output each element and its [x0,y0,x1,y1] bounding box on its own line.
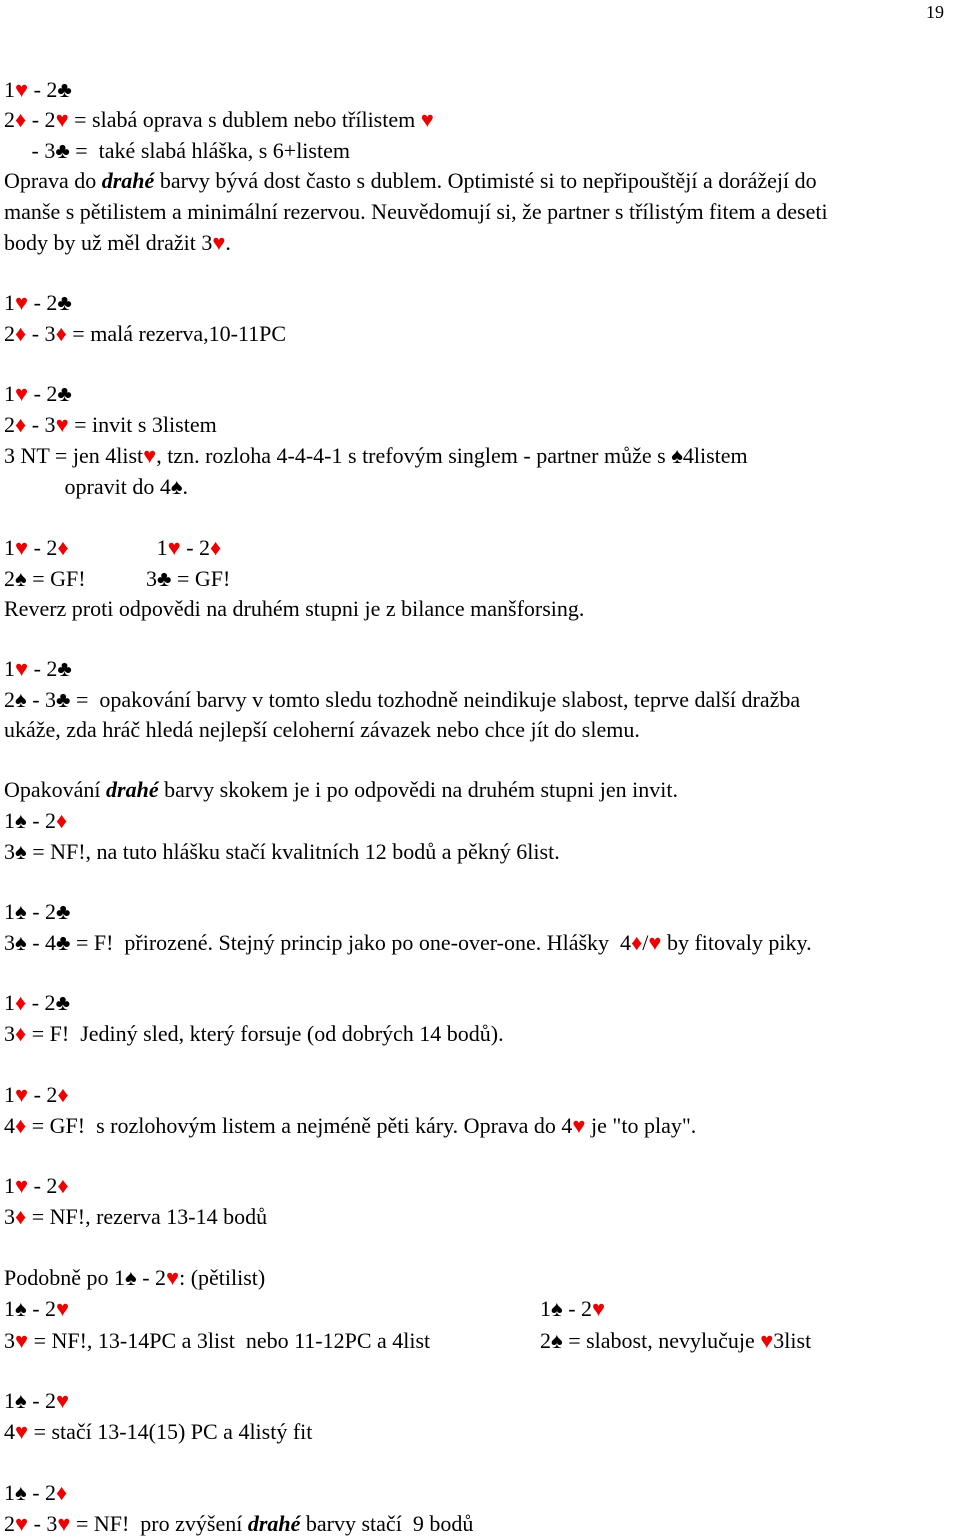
text-line [4,929,812,957]
text-run: barvy skokem je i po odpovědi na druhém stupni jen invit. [158,777,678,802]
diamond-icon: ♦ [15,321,27,346]
heart-icon: ♥ [15,1082,29,1107]
text-line [4,76,72,104]
text-line [4,1387,69,1415]
club-icon: ♣ [57,656,72,681]
text-run: 1 [4,1480,15,1505]
text-run: - 2 [26,1388,57,1413]
text-line [4,1020,504,1048]
spade-icon: ♠ [15,930,27,955]
text-run: Reverz proti odpovědi na druhém stupni je z bilance manšforsing. [4,596,585,621]
text-run: = malá rezerva,10-11PC [66,321,287,346]
heart-icon: ♥ [55,107,69,132]
text-run: - 4 [26,930,57,955]
text-run: - 3 [4,138,56,163]
text-run: - 3 [28,1511,58,1536]
diamond-icon: ♦ [57,1082,69,1107]
text-run: 2 [540,1328,551,1353]
diamond-icon: ♦ [15,1021,27,1046]
diamond-icon: ♦ [56,808,68,833]
heart-icon: ♥ [166,1265,180,1290]
text-line [4,776,678,804]
diamond-icon: ♦ [57,535,69,560]
text-run: 2 [4,687,15,712]
heart-icon: ♥ [15,1328,29,1353]
heart-icon: ♥ [57,1511,71,1536]
spade-icon: ♠ [671,443,683,468]
text-run: = F! přirozené. Stejný princip jako po one-over-one. Hlášky 4 [70,930,632,955]
emphasis: drahé [106,777,159,802]
text-run: - 2 [28,77,58,102]
heart-icon: ♥ [56,1388,70,1413]
text-line [4,898,70,926]
page-number: 19 [926,2,944,22]
heart-icon: ♥ [648,930,662,955]
heart-icon: ♥ [56,1296,70,1321]
text-run: = NF!, rezerva 13-14 bodů [26,1204,268,1229]
text-run: - 2 [136,1265,167,1290]
text-line [4,1479,67,1507]
text-run: by fitovaly piky. [661,930,812,955]
text-run: = také slabá hláška, s 6+listem [69,138,350,163]
text-line [4,1264,265,1292]
heart-icon: ♥ [212,230,226,255]
text-run: 3list [773,1328,812,1353]
diamond-icon: ♦ [57,1173,69,1198]
text-run: = GF! s rozlohovým listem a nejméně pěti káry. Oprava do 4 [26,1113,573,1138]
text-run: 3 [4,1021,15,1046]
text-run: : (pětilist) [179,1265,266,1290]
heart-icon: ♥ [143,443,157,468]
diamond-icon: ♦ [15,990,27,1015]
heart-icon: ♥ [55,412,69,437]
text-run: 1 [540,1296,551,1321]
text-run: 2 [4,321,15,346]
text-run: - 2 [28,535,58,560]
text-run: - 2 [562,1296,593,1321]
text-run: . [225,230,231,255]
text-run: = GF! 3 [26,566,158,591]
club-icon: ♣ [55,138,70,163]
text-line [4,989,70,1017]
text-run: - 3 [26,321,56,346]
diamond-icon: ♦ [15,107,27,132]
text-line [4,106,434,134]
heart-icon: ♥ [420,107,434,132]
heart-icon: ♥ [15,535,29,560]
spade-icon: ♠ [170,474,183,499]
text-line [4,1112,696,1140]
diamond-icon: ♦ [15,1204,27,1229]
text-run: 1 [4,990,15,1015]
right-column-line [540,1327,811,1355]
diamond-icon: ♦ [55,321,67,346]
spade-icon: ♠ [15,808,27,833]
text-line [4,686,800,714]
text-run: 1 [4,381,15,406]
heart-icon: ♥ [15,656,29,681]
text-run: body by už měl dražit 3 [4,230,213,255]
text-run: 1 [4,656,15,681]
text-run: - 2 [26,990,56,1015]
text-run: opravit do 4 [4,474,171,499]
text-run: = stačí 13-14(15) PC a 4listý fit [28,1419,313,1444]
text-line [4,1081,69,1109]
text-run: 1 [4,899,15,924]
text-run: - 2 [26,107,56,132]
text-run: 3 [4,1328,15,1353]
spade-icon: ♠ [15,839,27,864]
club-icon: ♣ [56,899,71,924]
text-run: = NF!, 13-14PC a 3list nebo 11-12PC a 4list [28,1328,431,1353]
text-line [4,655,72,683]
text-run: 2 [4,1511,15,1536]
right-column-line [540,1295,605,1323]
text-line [4,229,231,257]
text-run: 3 NT = jen 4list [4,443,144,468]
text-line [4,1327,430,1355]
text-run: = F! Jediný sled, který forsuje (od dobrých 14 bodů). [26,1021,504,1046]
text-run: , tzn. rozloha 4-4-4-1 s trefovým singlem - partner může s [156,443,672,468]
text-run: manše s pětilistem a minimální rezervou. Neuvědomují si, že partner s třílistým fitem a deseti [4,199,828,224]
text-run: 1 [68,535,168,560]
text-line [4,1418,312,1446]
spade-icon: ♠ [551,1328,563,1353]
text-line [4,320,286,348]
text-run: 4 [4,1419,15,1444]
heart-icon: ♥ [15,1511,29,1536]
text-run: 1 [4,1296,15,1321]
spade-icon: ♠ [15,1388,27,1413]
spade-icon: ♠ [15,899,27,924]
text-line [4,167,817,195]
text-run: barvy stačí 9 bodů [300,1511,474,1536]
text-line [4,411,217,439]
text-run: - 2 [26,1480,57,1505]
text-run: = GF! [171,566,231,591]
text-run: Podobně po 1 [4,1265,125,1290]
text-line [4,534,221,562]
text-run: - 3 [26,687,57,712]
text-run: = NF!, na tuto hlášku stačí kvalitních 12 bodů a pěkný 6list. [26,839,560,864]
text-run: je "to play". [585,1113,697,1138]
text-line [4,1295,69,1323]
text-run: 4 [4,1113,15,1138]
diamond-icon: ♦ [15,1113,27,1138]
text-run: 4listem [682,443,748,468]
text-run: 1 [4,535,15,560]
club-icon: ♣ [57,381,72,406]
spade-icon: ♠ [15,1480,27,1505]
text-run: 1 [4,290,15,315]
text-run: - 2 [180,535,211,560]
text-run: 1 [4,1388,15,1413]
emphasis: drahé [101,168,155,193]
heart-icon: ♥ [15,381,29,406]
text-line [4,1510,473,1538]
text-run: Opakování [4,777,107,802]
text-line [4,380,72,408]
text-run: - 2 [26,808,57,833]
text-run: 1 [4,1173,15,1198]
heart-icon: ♥ [15,290,29,315]
club-icon: ♣ [57,77,72,102]
text-run: - 2 [26,1296,57,1321]
heart-icon: ♥ [15,77,29,102]
text-line [4,838,560,866]
text-line [4,442,748,470]
spade-icon: ♠ [15,687,27,712]
text-run: = slabost, nevylučuje [562,1328,761,1353]
text-line [4,807,67,835]
heart-icon: ♥ [572,1113,586,1138]
heart-icon: ♥ [15,1173,29,1198]
text-run: - 3 [26,412,56,437]
text-run: = opakování barvy v tomto sledu tozhodně neindikuje slabost, teprve další dražba [70,687,801,712]
text-run: = NF! pro zvýšení [70,1511,248,1536]
heart-icon: ♥ [167,535,181,560]
text-run: 2 [4,107,15,132]
heart-icon: ♥ [15,1419,29,1444]
text-run: - 2 [26,899,57,924]
text-line [4,289,72,317]
text-run: barvy bývá dost často s dublem. Optimisté si to nepřipouštějí a dorážejí do [154,168,817,193]
club-icon: ♣ [55,990,70,1015]
emphasis: drahé [247,1511,301,1536]
text-run: Oprava do [4,168,102,193]
text-line [4,565,230,593]
diamond-icon: ♦ [15,412,27,437]
text-run: = slabá oprava s dublem nebo třílistem [68,107,421,132]
text-run: - 2 [28,381,58,406]
text-line [4,716,640,744]
spade-icon: ♠ [15,566,27,591]
heart-icon: ♥ [592,1296,606,1321]
club-icon: ♣ [57,290,72,315]
heart-icon: ♥ [760,1328,774,1353]
text-run: 1 [4,77,15,102]
text-run: 3 [4,839,15,864]
text-run: 3 [4,930,15,955]
text-run: 1 [4,808,15,833]
club-icon: ♣ [56,930,71,955]
text-run: 3 [4,1204,15,1229]
diamond-icon: ♦ [631,930,643,955]
diamond-icon: ♦ [56,1480,68,1505]
text-run: - 2 [28,1173,58,1198]
text-run: 2 [4,412,15,437]
text-run: - 2 [28,1082,58,1107]
text-run: ukáže, zda hráč hledá nejlepší celoherní závazek nebo chce jít do slemu. [4,717,640,742]
text-line [4,198,828,226]
text-line [4,1172,69,1200]
spade-icon: ♠ [125,1265,137,1290]
text-run: - 2 [28,656,58,681]
text-line [4,595,584,623]
spade-icon: ♠ [15,1296,27,1321]
text-run: - 2 [28,290,58,315]
text-run: . [182,474,189,499]
diamond-icon: ♦ [210,535,222,560]
club-icon: ♣ [56,687,71,712]
text-line [4,1203,267,1231]
text-run: = invit s 3listem [68,412,217,437]
text-run: 2 [4,566,15,591]
text-line [4,137,350,165]
text-run: / [642,930,649,955]
text-line [4,473,188,501]
text-run: 1 [4,1082,15,1107]
spade-icon: ♠ [551,1296,563,1321]
club-icon: ♣ [157,566,172,591]
